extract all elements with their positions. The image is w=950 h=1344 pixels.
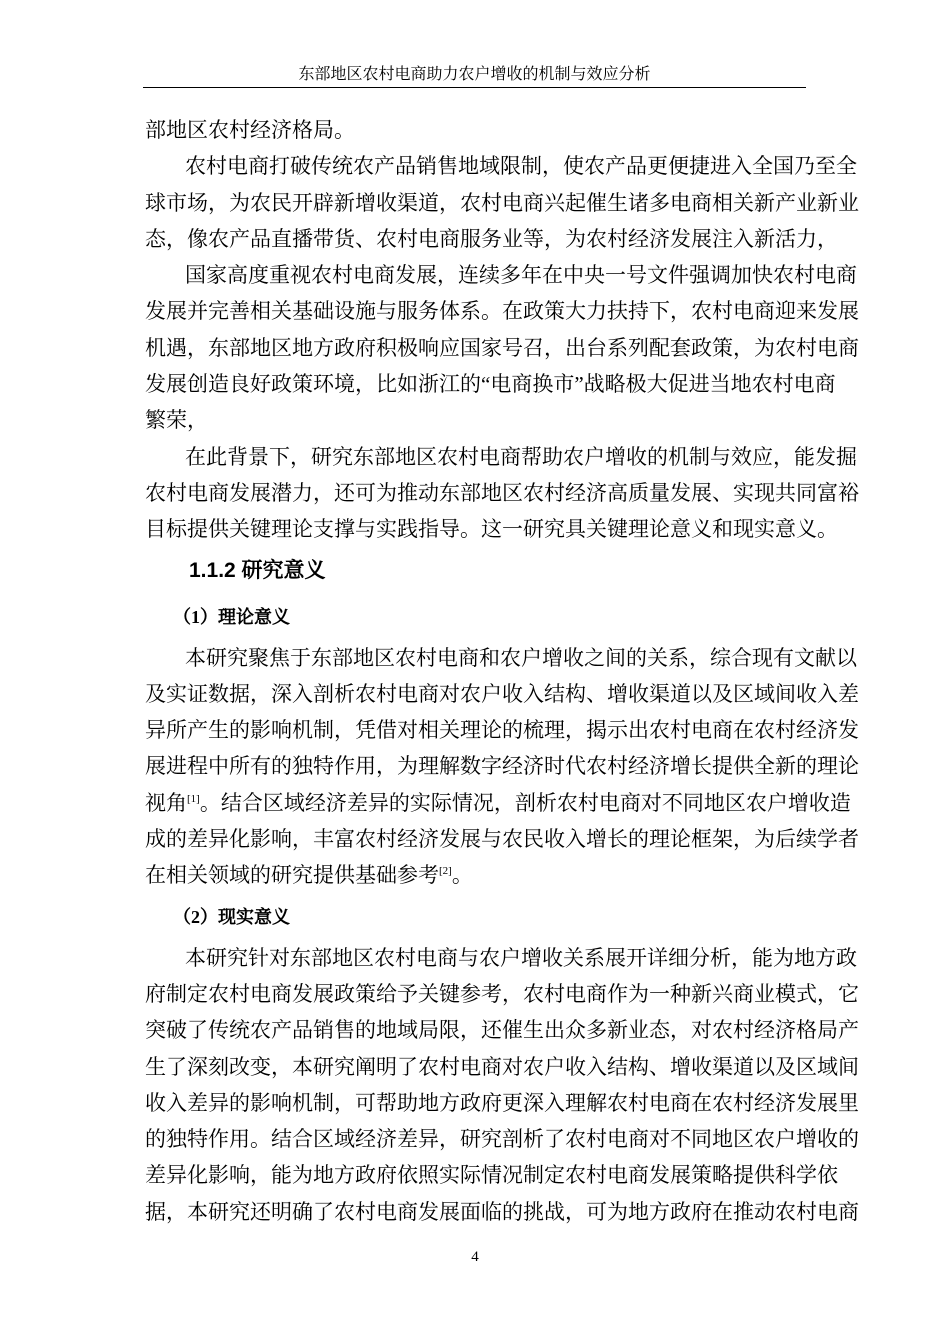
text-line <box>145 785 851 821</box>
citation-1[interactable]: [1] <box>187 792 200 805</box>
section-heading: 1.1.2 研究意义 <box>189 558 326 582</box>
citation-2[interactable]: [2] <box>439 865 452 878</box>
paragraph-theory <box>145 640 859 894</box>
text-line: 生了深刻改变，本研究阐明了农村电商对农户收入结构、增收渠道以及区域间 <box>145 1054 859 1079</box>
text: 视角 <box>145 790 187 815</box>
paragraph <box>145 112 805 148</box>
paragraph <box>145 439 859 548</box>
text-line: 的独特作用。结合区域经济差异，研究剖析了农村电商对不同地区农户增收的 <box>145 1127 859 1152</box>
subheading-theory: （1）理论意义 <box>173 606 290 627</box>
page-number: 4 <box>471 1249 479 1265</box>
paragraph-practice <box>145 940 859 1230</box>
text-line: 发展创造良好政策环境，比如浙江的“电商换市”战略极大促进当地农村电商 <box>145 372 836 397</box>
text-line: 成的差异化影响，丰富农村经济发展与农民收入增长的理论框架，为后续学者 <box>145 827 859 852</box>
text-line: 农村电商发展潜力，还可为推动东部地区农村经济高质量发展、实现共同富裕 <box>145 480 859 505</box>
paragraph <box>145 148 859 257</box>
text-line: 农村电商打破传统农产品销售地域限制，使农产品更便捷进入全国乃至全 <box>185 154 857 179</box>
header-rule <box>143 87 806 88</box>
text-line: 在此背景下，研究东部地区农村电商帮助农户增收的机制与效应，能发掘 <box>185 444 857 469</box>
text-line: 府制定农村电商发展政策给予关键参考，农村电商作为一种新兴商业模式，它 <box>145 981 859 1006</box>
text-line: 突破了传统农产品销售的地域局限，还催生出众多新业态，对农村经济格局产 <box>145 1018 859 1043</box>
text-line: 发展并完善相关基础设施与服务体系。在政策大力扶持下，农村电商迎来发展 <box>145 299 859 324</box>
running-header: 东部地区农村电商助力农户增收的机制与效应分析 <box>298 66 651 83</box>
text-line: 异所产生的影响机制，凭借对相关理论的梳理，揭示出农村电商在农村经济发 <box>145 718 859 743</box>
text-line: 目标提供关键理论支撑与实践指导。这一研究具关键理论意义和现实意义。 <box>145 517 838 542</box>
background-paragraphs <box>145 112 859 548</box>
text-line: 态，像农产品直播带货、农村电商服务业等，为农村经济发展注入新活力， <box>145 226 838 251</box>
text-line: 本研究针对东部地区农村电商与农户增收关系展开详细分析，能为地方政 <box>185 945 857 970</box>
subheading-practice: （2）现实意义 <box>173 906 290 927</box>
paragraph <box>145 257 859 438</box>
text-line: 本研究聚焦于东部地区农村电商和农户增收之间的关系，综合现有文献以 <box>185 645 857 670</box>
text-line <box>145 857 805 893</box>
text-line: 繁荣， <box>145 408 208 433</box>
text: 在相关领域的研究提供基础参考 <box>145 863 439 888</box>
text: 。 <box>451 863 473 888</box>
text: 。结合区域经济差异的实际情况，剖析农村电商对不同地区农户增收造 <box>199 790 851 815</box>
page-body <box>145 112 859 1230</box>
text-line: 部地区农村经济格局。 <box>145 118 355 142</box>
text-line: 国家高度重视农村电商发展，连续多年在中央一号文件强调加快农村电商 <box>185 263 857 288</box>
text-line: 展进程中所有的独特作用，为理解数字经济时代农村经济增长提供全新的理论 <box>145 754 859 779</box>
text-line: 机遇，东部地区地方政府积极响应国家号召，出台系列配套政策，为农村电商 <box>145 335 859 360</box>
text-line: 球市场，为农民开辟新增收渠道，农村电商兴起催生诸多电商相关新产业新业 <box>145 190 859 215</box>
text-line: 及实证数据，深入剖析农村电商对农户收入结构、增收渠道以及区域间收入差 <box>145 681 859 706</box>
text-line: 据，本研究还明确了农村电商发展面临的挑战，可为地方政府在推动农村电商 <box>145 1199 859 1224</box>
text-line: 收入差异的影响机制，可帮助地方政府更深入理解农村电商在农村经济发展里 <box>145 1090 859 1115</box>
text-line: 差异化影响，能为地方政府依照实际情况制定农村电商发展策略提供科学依 <box>145 1163 838 1188</box>
